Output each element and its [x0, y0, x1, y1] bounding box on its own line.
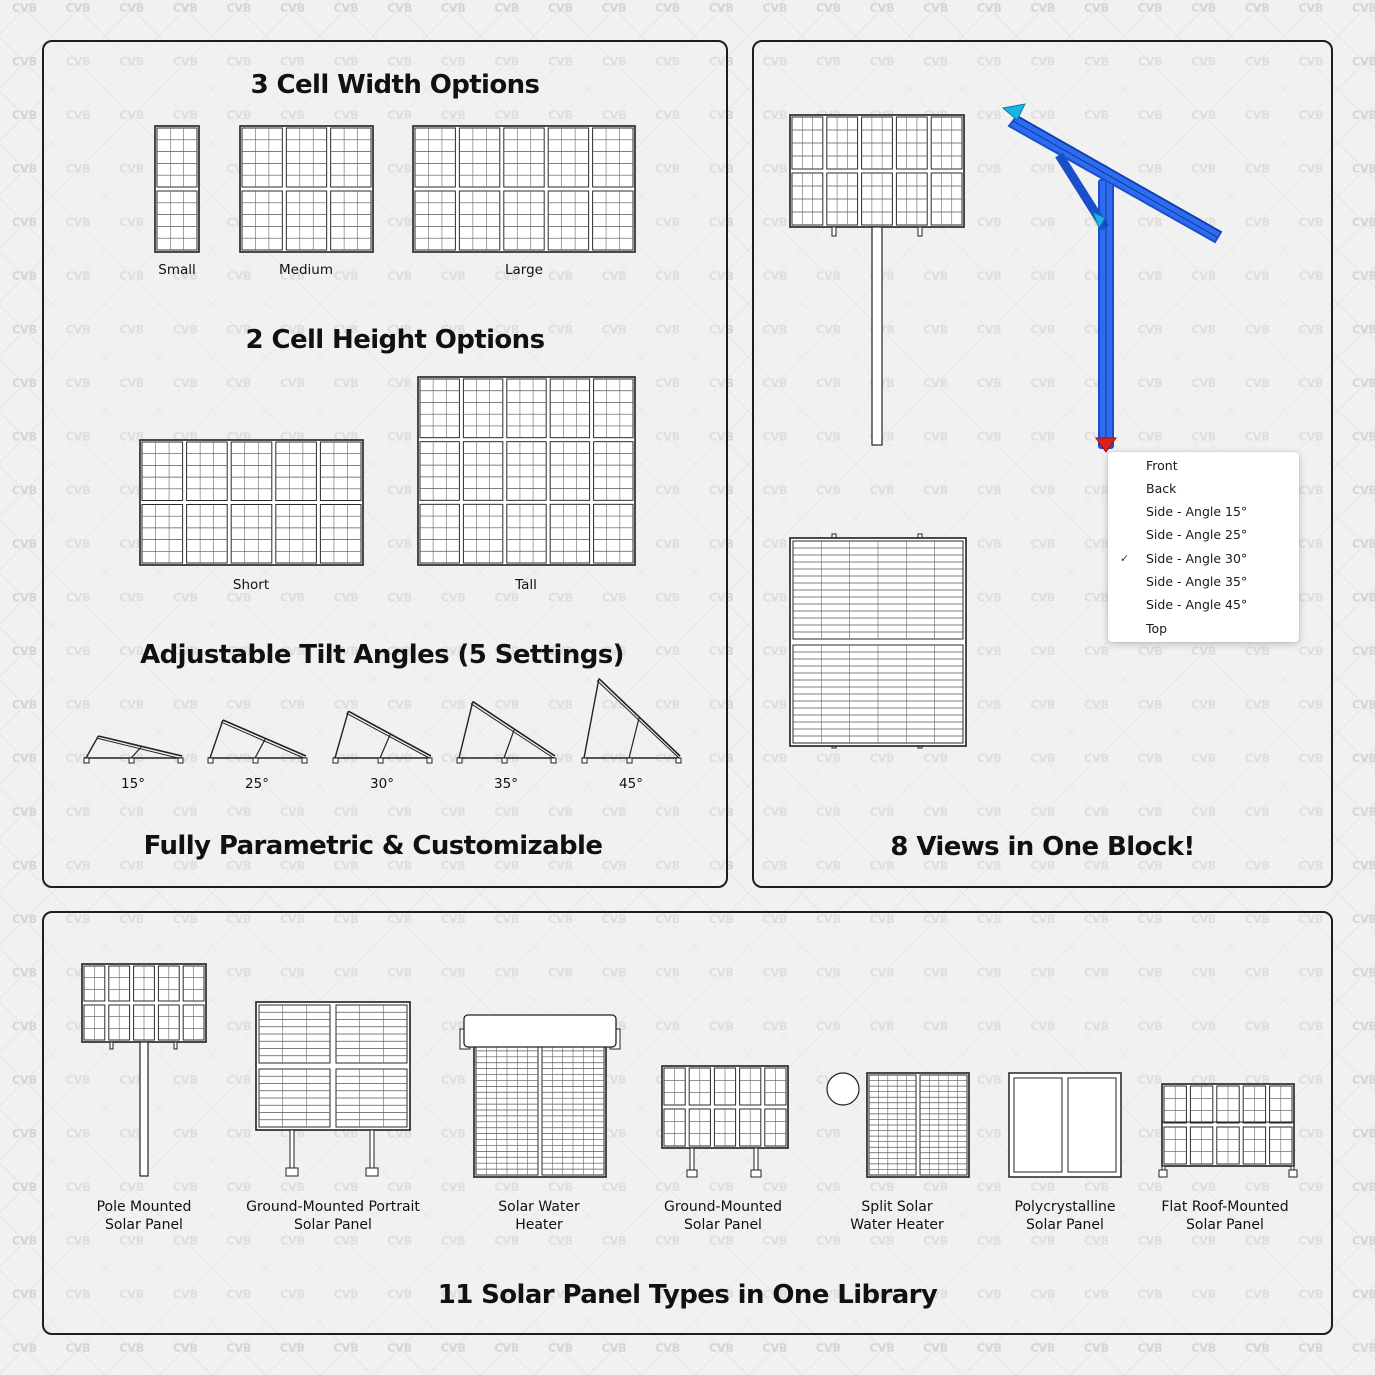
ground-mounted-figure [660, 1064, 790, 1178]
parametric-heading: Fully Parametric & Customizable [143, 831, 603, 861]
width-label-small: Small [158, 262, 196, 278]
ground-portrait-figure [254, 1000, 412, 1178]
views-heading: 8 Views in One Block! [890, 832, 1195, 862]
tilt-heading: Adjustable Tilt Angles (5 Settings) [140, 640, 624, 670]
menu-item-side-45[interactable]: Side - Angle 45° [1146, 597, 1248, 612]
menu-item-side-15[interactable]: Side - Angle 15° [1146, 504, 1248, 519]
flat-roof-figure [1158, 1082, 1298, 1178]
width-options-heading: 3 Cell Width Options [250, 70, 540, 100]
menu-item-front[interactable]: Front [1146, 458, 1178, 473]
tilt-25-figure [204, 690, 310, 765]
width-label-large: Large [505, 262, 543, 278]
side-view-selected-figure[interactable] [995, 100, 1225, 460]
tilt-label-45: 45° [619, 776, 643, 792]
split-water-heater-figure [825, 1070, 971, 1178]
height-options-heading: 2 Cell Height Options [245, 325, 545, 355]
type-label-water-heater: Solar Water Heater [498, 1199, 580, 1233]
front-view-figure [788, 112, 968, 448]
checkmark-icon: ✓ [1120, 552, 1130, 565]
type-label-polycrystalline: Polycrystalline Solar Panel [1014, 1199, 1116, 1233]
tilt-45-figure [578, 690, 684, 765]
library-heading: 11 Solar Panel Types in One Library [437, 1280, 938, 1310]
tilt-30-figure [329, 690, 435, 765]
top-view-figure [788, 533, 968, 753]
height-label-short: Short [232, 577, 270, 593]
panel-small-figure [155, 126, 199, 252]
type-label-flat-roof: Flat Roof-Mounted Solar Panel [1161, 1199, 1289, 1233]
solar-water-heater-figure [456, 1013, 624, 1178]
height-label-tall: Tall [515, 577, 537, 593]
menu-item-side-35[interactable]: Side - Angle 35° [1146, 574, 1248, 589]
view-dropdown-menu[interactable] [1108, 452, 1299, 642]
tilt-35-figure [453, 690, 559, 765]
menu-item-back[interactable]: Back [1146, 481, 1177, 496]
type-label-ground-portrait: Ground-Mounted Portrait Solar Panel [246, 1199, 420, 1233]
type-label-ground-mounted: Ground-Mounted Solar Panel [664, 1199, 782, 1233]
tilt-label-15: 15° [121, 776, 145, 792]
tilt-label-25: 25° [245, 776, 269, 792]
panel-short-figure [140, 440, 363, 565]
tilt-label-35: 35° [494, 776, 518, 792]
menu-item-side-25[interactable]: Side - Angle 25° [1146, 527, 1248, 542]
menu-item-top[interactable]: Top [1146, 621, 1168, 636]
polycrystalline-figure [1008, 1072, 1122, 1178]
type-label-pole: Pole Mounted Solar Panel [96, 1199, 192, 1233]
panel-medium-figure [240, 126, 373, 252]
tilt-label-30: 30° [370, 776, 394, 792]
type-label-split-heater: Split Solar Water Heater [850, 1199, 944, 1233]
panel-large-figure [413, 126, 635, 252]
menu-item-side-30[interactable]: ✓ Side - Angle 30° [1108, 547, 1299, 570]
width-label-medium: Medium [279, 262, 333, 278]
tilt-15-figure [80, 690, 186, 765]
pole-mounted-figure [80, 962, 210, 1178]
panel-tall-figure [418, 377, 635, 565]
